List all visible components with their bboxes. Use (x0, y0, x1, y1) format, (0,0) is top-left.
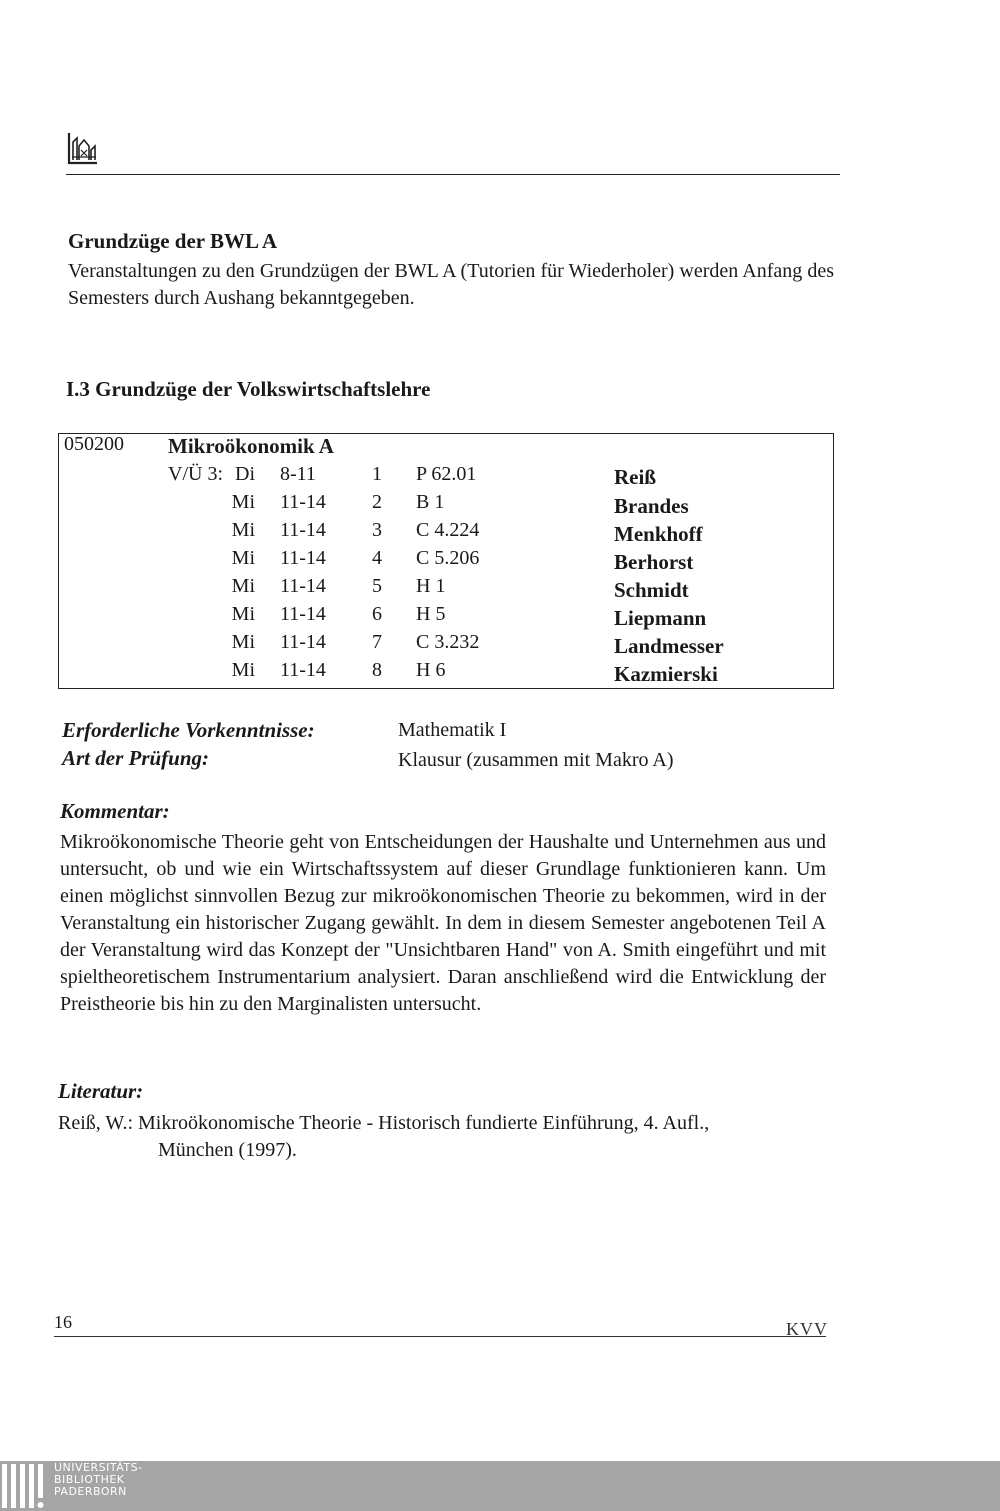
session-room: P 62.01 (416, 463, 477, 485)
comment-paragraph: Mikroökonomische Theorie geht von Entscheidungen der Haushalte und Unternehmen aus und untersucht, ob und wie ein Wirtschaftssystem auf dieser Grundlage funktionieren kann. Um einen möglichst sinnvollen Bezug zur mikroökonomischen Theorie zu bekommen, wird in der Veranstaltung ein historischer Zugang gewählt. In dem in diesem Semester angebotenen Teil A der Veranstaltung wird das Konzept der "Unsichtbaren Hand" von A. Smith eingeführt und mit spieltheoretischem Instrumentarium analysiert. Daran anschließend wird die Entwicklung der Preistheorie bis hin zu den Marginalisten untersucht. (60, 831, 826, 1015)
session-lecturer: Liepmann (614, 606, 707, 630)
session-room: H 5 (416, 603, 446, 625)
session-time: 11-14 (280, 519, 326, 541)
session-group: 3 (372, 519, 382, 541)
session-day: Mi (231, 659, 255, 681)
session-lecturer: Kazmierski (614, 662, 718, 686)
session-room: H 6 (416, 659, 446, 681)
session-group: 2 (372, 491, 382, 513)
library-bar (0, 1461, 1000, 1511)
session-time: 11-14 (280, 659, 326, 681)
library-name-line-3: PADERBORN (54, 1485, 127, 1498)
session-group: 5 (372, 575, 382, 597)
session-day: Mi (231, 547, 255, 569)
session-row (0, 575, 1000, 603)
session-time: 11-14 (280, 631, 326, 653)
session-row (0, 603, 1000, 631)
exam-type-label: Art der Prüfung: (62, 746, 210, 770)
session-day: Mi (231, 575, 255, 597)
session-row (0, 519, 1000, 547)
literature-line-1: Reiß, W.: Mikroökonomische Theorie - Historisch fundierte Einführung, 4. Aufl., (58, 1112, 710, 1134)
session-day: Mi (231, 519, 255, 541)
session-group: 6 (372, 603, 382, 625)
session-time: 8-11 (280, 463, 316, 485)
session-lecturer: Landmesser (614, 634, 724, 658)
library-name-line-1: UNIVERSITÄTS- (54, 1461, 143, 1474)
header-rule (66, 174, 840, 175)
session-row (0, 491, 1000, 519)
session-lecturer: Brandes (614, 494, 689, 518)
session-time: 11-14 (280, 575, 326, 597)
vwl-heading: I.3 Grundzüge der Volkswirtschaftslehre (66, 377, 431, 401)
session-time: 11-14 (280, 547, 326, 569)
session-room: C 5.206 (416, 547, 480, 569)
session-row (0, 547, 1000, 575)
prerequisites-label: Erforderliche Vorkenntnisse: (62, 718, 315, 742)
session-group: 7 (372, 631, 382, 653)
session-group: 1 (372, 463, 382, 485)
literature-label: Literatur: (58, 1079, 144, 1103)
literature-line-2: München (1997). (158, 1139, 297, 1161)
exam-type-value: Klausur (zusammen mit Makro A) (398, 749, 674, 771)
session-group: 4 (372, 547, 382, 569)
session-lecturer: Schmidt (614, 578, 689, 602)
prerequisites-value: Mathematik I (398, 719, 507, 741)
footer-abbrev: KVV (786, 1319, 828, 1339)
bwl-heading: Grundzüge der BWL A (68, 229, 278, 253)
session-time: 11-14 (280, 491, 326, 513)
session-lecturer: Reiß (614, 465, 656, 489)
session-lecturer: Menkhoff (614, 522, 703, 546)
course-number: 050200 (64, 433, 124, 455)
university-logo-icon (66, 130, 100, 166)
session-row (0, 659, 1000, 687)
session-day: Mi (231, 491, 255, 513)
course-name: Mikroökonomik A (168, 434, 334, 458)
session-room: H 1 (416, 575, 446, 597)
session-room: C 3.232 (416, 631, 480, 653)
library-name (54, 1462, 143, 1498)
footer-rule (54, 1336, 826, 1337)
session-day: Mi (231, 631, 255, 653)
session-row (0, 463, 1000, 491)
course-type: V/Ü 3: (168, 463, 223, 485)
session-lecturer: Berhorst (614, 550, 694, 574)
session-day: Di (235, 463, 255, 485)
session-day: Mi (231, 603, 255, 625)
library-logo-icon (0, 1461, 50, 1511)
session-group: 8 (372, 659, 382, 681)
session-time: 11-14 (280, 603, 326, 625)
session-room: B 1 (416, 491, 445, 513)
session-room: C 4.224 (416, 519, 480, 541)
comment-label: Kommentar: (60, 799, 170, 823)
page-number: 16 (54, 1312, 72, 1332)
session-row (0, 631, 1000, 659)
bwl-paragraph: Veranstaltungen zu den Grundzügen der BWL A (Tutorien für Wiederholer) werden Anfang des Semesters durch Aushang bekanntgegeben. (68, 260, 834, 309)
library-name-line-2: BIBLIOTHEK (54, 1473, 125, 1486)
